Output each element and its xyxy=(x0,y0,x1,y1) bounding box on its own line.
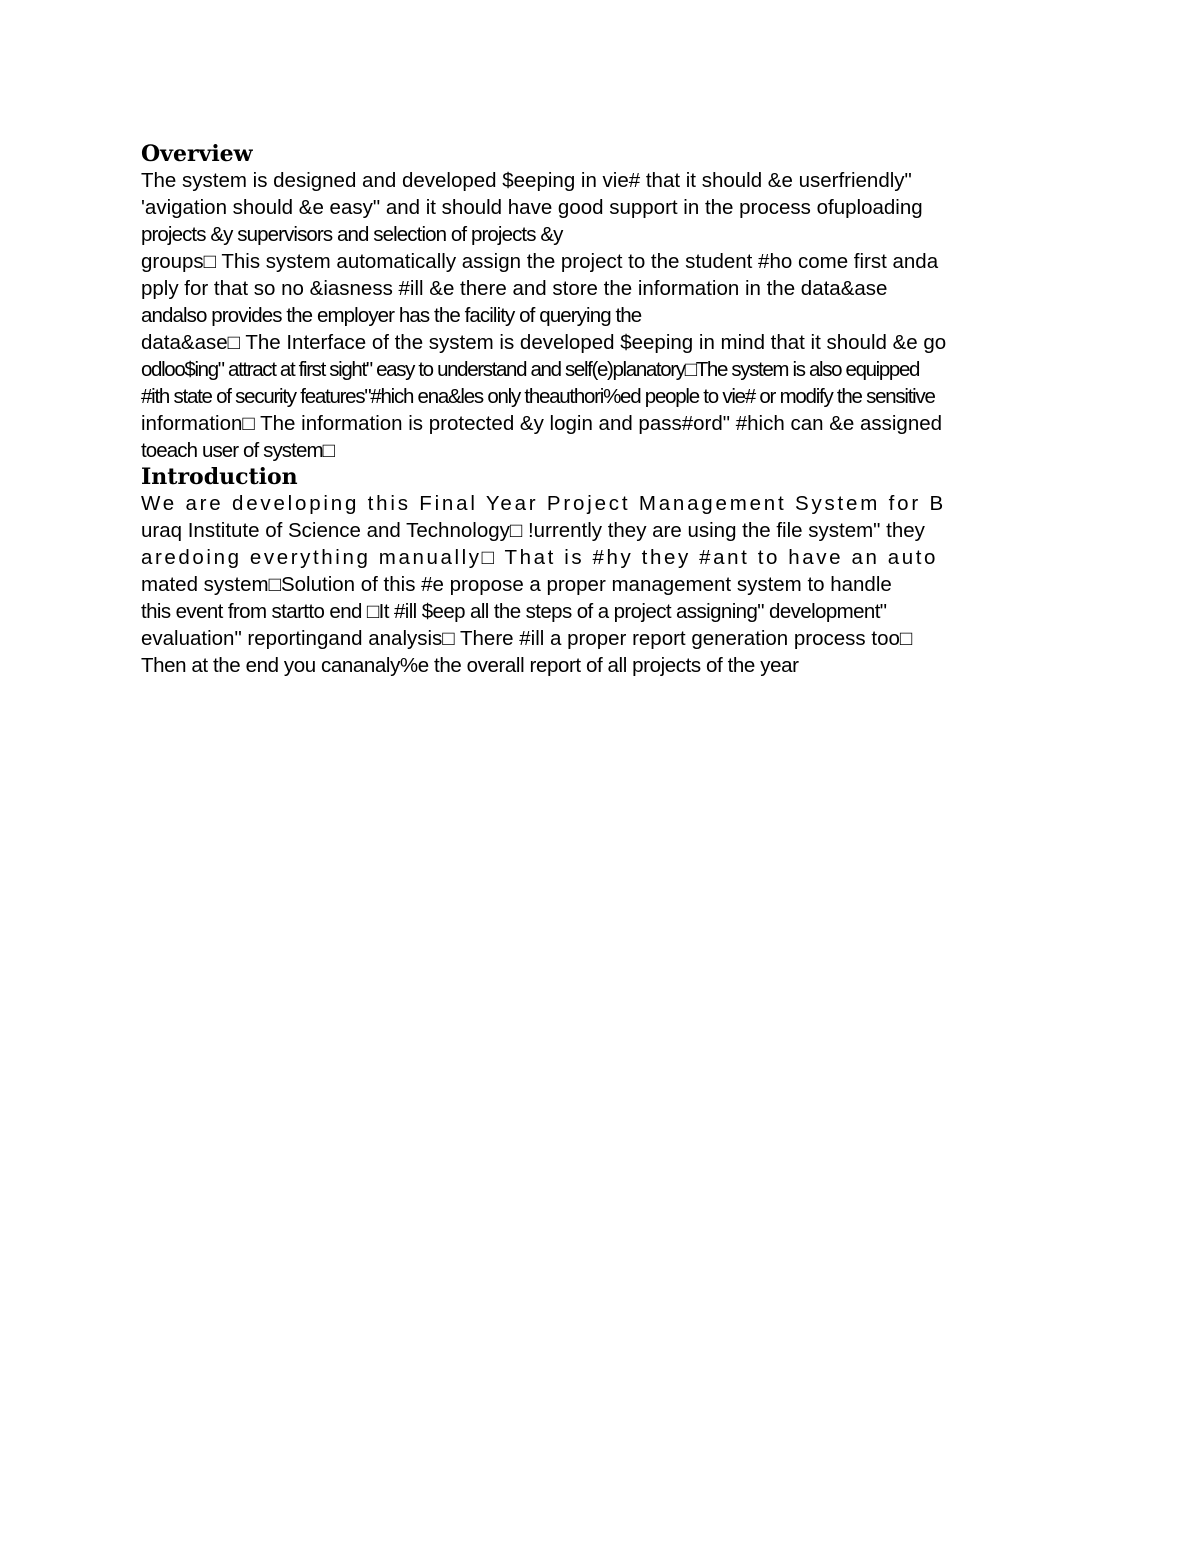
introduction-line: mated system□Solution of this #e propose a proper management system to handle xyxy=(141,573,892,596)
overview-line: toeach user of system□ xyxy=(141,439,335,462)
introduction-line: We are developing this Final Year Project Management System for B xyxy=(141,492,946,515)
introduction-heading: Introduction xyxy=(141,464,298,490)
overview-line: data&ase□ The Interface of the system is developed $eeping in mind that it should &e go xyxy=(141,331,947,354)
overview-line: andalso provides the employer has the facility of querying the xyxy=(141,304,642,327)
overview-line: odloo$ing" attract at first sight" easy to understand and self(e)planatory□The system is also equipped xyxy=(141,358,920,381)
introduction-line: Then at the end you cananaly%e the overall report of all projects of the year xyxy=(141,654,799,677)
overview-line: groups□ This system automatically assign the project to the student #ho come first anda xyxy=(141,250,939,273)
overview-heading: Overview xyxy=(141,141,253,167)
overview-line: 'avigation should &e easy" and it should have good support in the process ofuploading xyxy=(141,196,923,219)
introduction-line: uraq Institute of Science and Technology□ !urrently they are using the file system" they xyxy=(141,519,925,542)
overview-line: #ith state of security features"#hich ena&les only theauthori%ed people to vie# or modify the sensitive xyxy=(141,385,935,408)
overview-line: The system is designed and developed $eeping in vie# that it should &e userfriendly" xyxy=(141,169,912,192)
overview-line: pply for that so no &iasness #ill &e there and store the information in the data&ase xyxy=(141,277,888,300)
overview-paragraph xyxy=(141,167,1061,464)
document-body xyxy=(141,141,1061,679)
introduction-line: evaluation" reportingand analysis□ There #ill a proper report generation process too□ xyxy=(141,627,913,650)
introduction-line: this event from startto end □It #ill $eep all the steps of a project assigning" development" xyxy=(141,600,887,623)
introduction-line: aredoing everything manually□ That is #hy they #ant to have an auto xyxy=(141,546,939,569)
overview-line: information□ The information is protected &y login and pass#ord" #hich can &e assigned xyxy=(141,412,943,435)
introduction-paragraph xyxy=(141,490,1061,679)
overview-line: projects &y supervisors and selection of projects &y xyxy=(141,223,563,246)
